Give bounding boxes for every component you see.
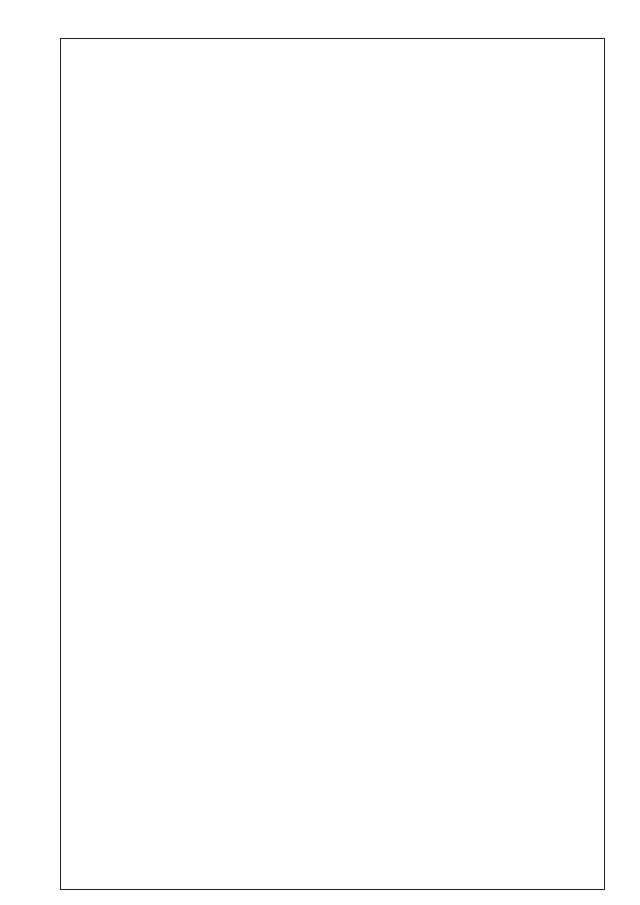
- budget-table: [60, 38, 605, 890]
- rotated-page: [60, 38, 605, 890]
